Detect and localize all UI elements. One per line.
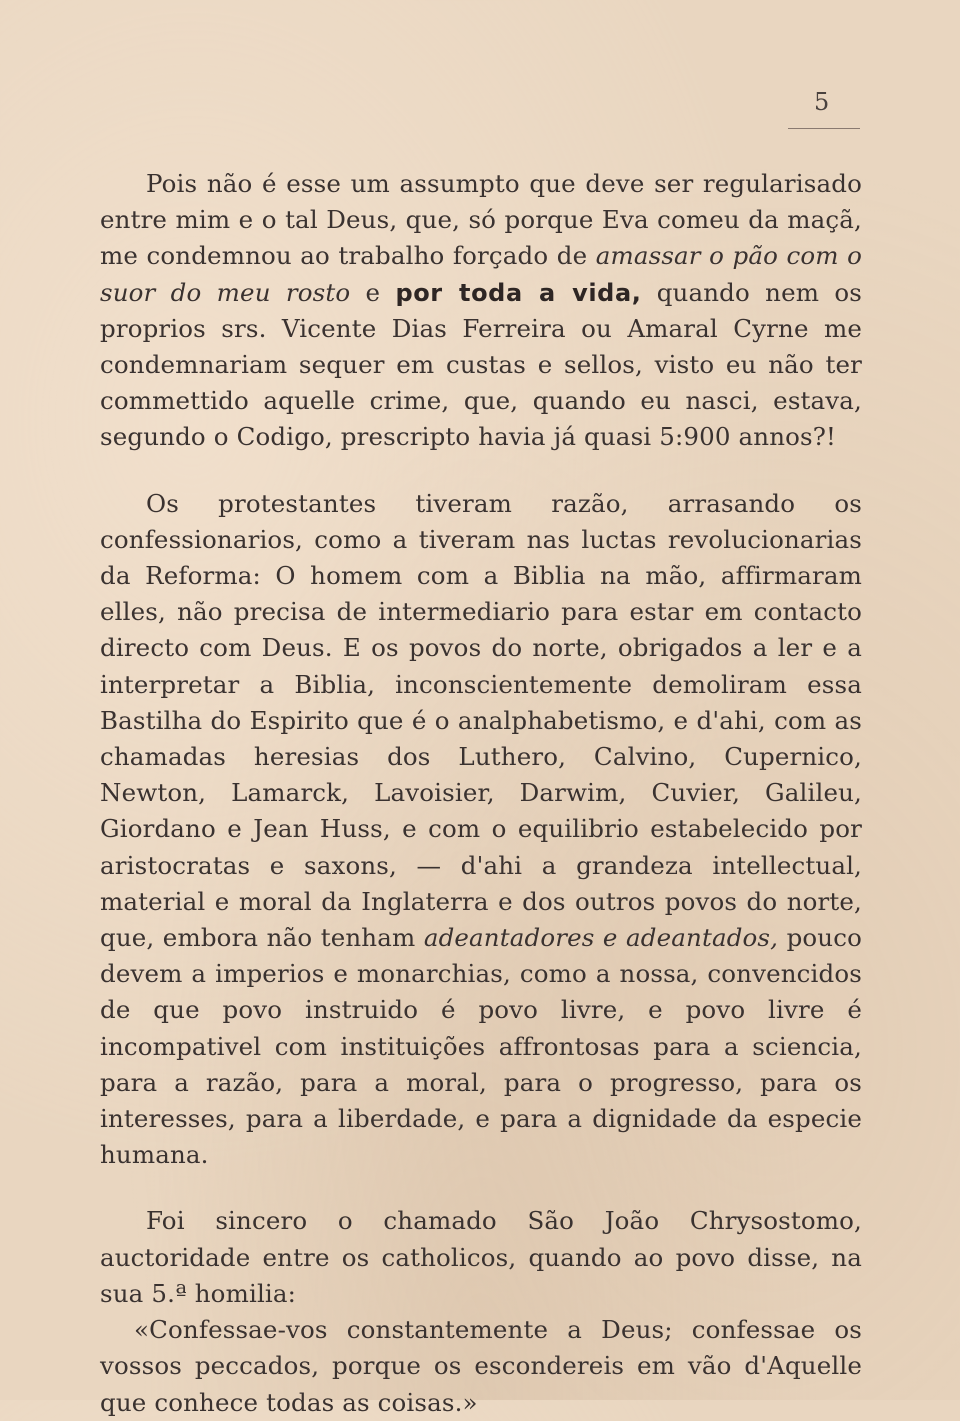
paragraph-1 bbox=[100, 166, 862, 456]
paragraph-2-italic-a: adeantadores e adeantados, bbox=[423, 923, 779, 953]
paragraph-1-text-c: quando nem os proprios srs. Vicente Dias Ferreira ou Amaral Cyrne me condemnariam sequer em custas e sellos, visto eu não ter commettido aquelle crime, que, quando eu nasci, estava, segundo o Codigo, prescripto havia já quasi 5:900 annos?! bbox=[100, 277, 862, 452]
header-rule bbox=[788, 128, 860, 129]
paragraph-3: Foi sincero o chamado São João Chrysostomo, auctoridade entre os catholicos, quando ao povo disse, na sua 5.ª homilia: bbox=[100, 1206, 862, 1308]
paragraph-gap bbox=[100, 1173, 862, 1203]
paragraph-1-bold-a: por toda a vida, bbox=[395, 278, 642, 307]
quote: «Confessae-vos constantemente a Deus; confessae os vossos peccados, porque os escondereis em vão d'Aquelle que conhece todas as coisas.» bbox=[100, 1315, 862, 1417]
paragraph-2-text-b: pouco devem a imperios e monarchias, como a nossa, convencidos de que povo instruido é povo livre, e povo livre é incompativel com instituições affrontosas para a sciencia, para a razão, para a moral, para o progresso, para os interesses, para a liberdade, e para a dignidade da especie humana. bbox=[100, 923, 863, 1170]
paragraph-gap bbox=[100, 456, 862, 486]
paragraph-1-italic-a: amassar o pão com o suor do meu rosto bbox=[100, 241, 863, 307]
body-text bbox=[100, 166, 862, 1421]
paragraph-2 bbox=[100, 486, 862, 1174]
page-number: 5 bbox=[814, 88, 830, 116]
paragraph-2-text-a: Os protestantes tiveram razão, arrasando os confessionarios, como a tiveram nas luctas revolucionarias da Reforma: O homem com a Biblia na mão, affirmaram elles, não precisa de intermediario para estar em contacto directo com Deus. E os povos do norte, obrigados a ler e a interpretar a Biblia, inconscientemente demoliram essa Bastilha do Espirito que é o analphabetismo, e d'ahi, com as chamadas heresias dos Luthero, Calvino, Cupernico, Newton, Lamarck, Lavoisier, Darwim, Cuvier, Galileu, Giordano e Jean Huss, e com o equilibrio estabelecido por aristocratas e saxons, — d'ahi a grandeza intellectual, material e moral da Inglaterra e dos outros povos do norte, que, embora não tenham bbox=[100, 488, 862, 953]
paragraph-1-text-b: e bbox=[350, 277, 396, 307]
paragraph-1-text-a: Pois não é esse um assumpto que deve ser regularisado entre mim e o tal Deus, que, só porque Eva comeu da maçã, me condemnou ao trabalho forçado de bbox=[100, 169, 862, 271]
